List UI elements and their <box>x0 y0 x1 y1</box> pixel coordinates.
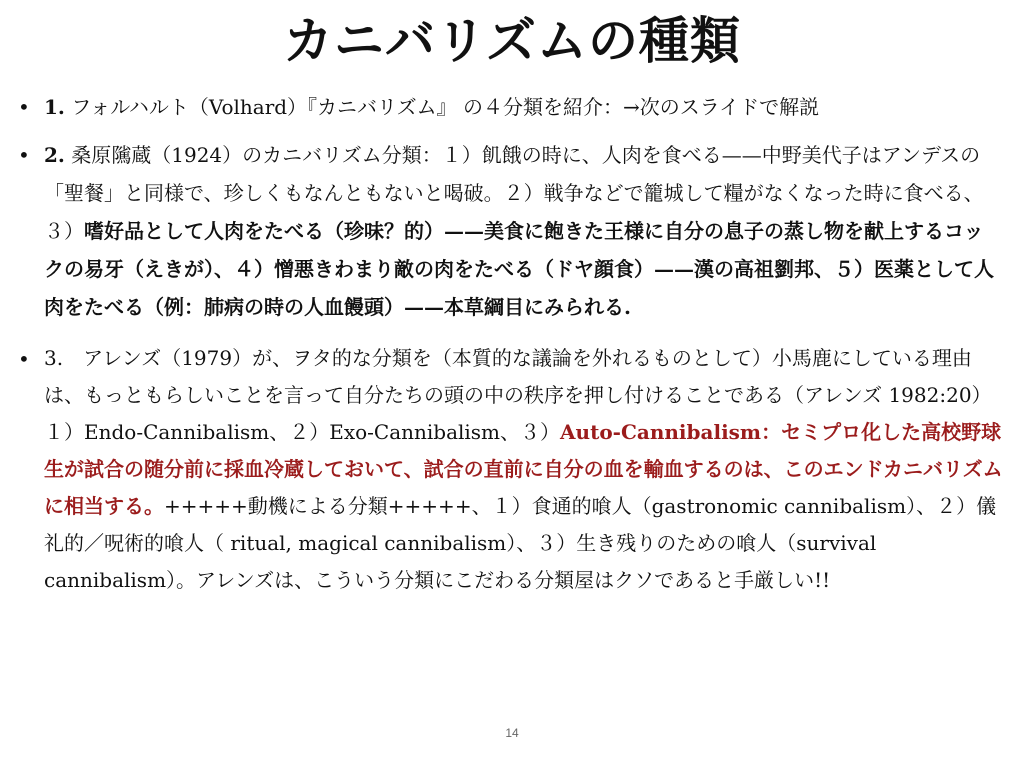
bullet-list <box>18 88 1003 599</box>
bullet-dot-icon: • <box>18 95 30 119</box>
slide-title: カニバリズムの種類 <box>283 11 741 70</box>
item-body: 桑原隲蔵（1924）のカニバリズム分類：１）飢餓の時に、人肉を食べる——中野美代子はアンデスの「聖餐」と同様で、珍しくもなんともないと喝破。２）戦争などで籠城して糧がなくなった時に食べる、３） <box>44 143 984 243</box>
item-number: 3. <box>44 346 64 370</box>
bullet-dot-icon: • <box>18 143 30 167</box>
bullet-dot-icon: • <box>18 347 30 371</box>
bullet-text <box>44 136 1003 326</box>
item-body-bold: 嗜好品として人肉をたべる（珍味？的）——美食に飽きた王様に自分の息子の蒸し物を献上するコックの易牙（えきが）、４）憎悪きわまり敵の肉をたべる（ドヤ顔食）——漢の高祖劉邦、５）医薬として人肉をたべる（例：肺病の時の人血饅頭）——本草綱目にみられる. <box>44 219 994 319</box>
item-number: 1. <box>44 95 65 119</box>
item-body: アレンズ（1979）が、ヲタ的な分類を（本質的な議論を外れるものとして）小馬鹿にしている理由は、もっともらしいことを言って自分たちの頭の中の秩序を押し付けることである（アレンズ 1982:20）１）Endo-Cannibalism、２）Exo-Cannibalism、３） <box>44 346 992 444</box>
bullet-item-3 <box>18 340 1003 599</box>
bullet-item-2 <box>18 136 1003 326</box>
item-number: 2. <box>44 143 65 167</box>
item-body-tail: +++++動機による分類+++++、１）食通的喰人（gastronomic cannibalism）、２）儀礼的／呪術的喰人（ ritual, magical cannibalism）、３）生き残りのための喰人（survival cannibalism）。アレンズは、こういう分類にこだわる分類屋はクソであると手厳しい!! <box>44 494 997 592</box>
item-body: フォルハルト（Volhard）『カニバリズム』 の４分類を紹介：→次のスライドで解説 <box>64 95 820 119</box>
bullet-item-1 <box>18 88 1003 126</box>
item-body-highlight: Auto-Cannibalism：セミプロ化した高校野球生が試合の随分前に採血冷蔵しておいて、試合の直前に自分の血を輸血するのは、このエンドカニバリズムに相当する。 <box>44 420 1003 518</box>
page-number: 14 <box>505 726 519 740</box>
bullet-text <box>44 340 1003 599</box>
bullet-text <box>44 88 1003 126</box>
